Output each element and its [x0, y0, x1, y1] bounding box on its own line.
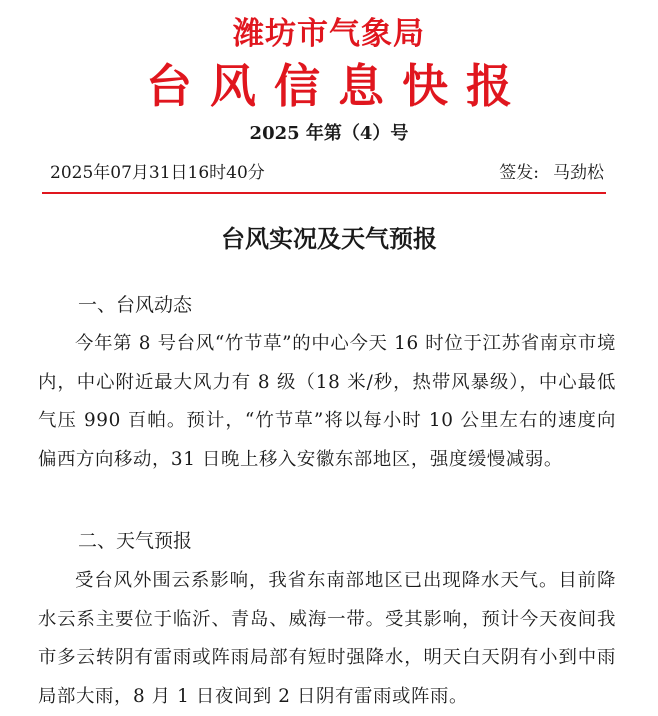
issue-datetime: 2025年07月31日16时40分 — [50, 163, 265, 183]
issue-number: 2025 年第（4）号 — [249, 123, 409, 144]
meta-row — [50, 160, 604, 186]
section-heading-weather-forecast: 二、天气预报 — [78, 530, 193, 552]
header-divider — [42, 192, 606, 194]
signer-name: 马劲松 — [553, 163, 604, 183]
document-heading: 台风实况及天气预报 — [221, 225, 437, 253]
section-body-weather-forecast: 受台风外围云系影响，我省东南部地区已出现降水天气。目前降水云系主要位于临沂、青岛、威海一带。受其影响，预计今天夜间我市多云转阴有雷雨或阵雨局部有短时强降水，明天白天阴有小到中雨局部大雨，8 月 1 日夜间到 2 日阴有雷雨或阵雨。 — [38, 570, 616, 707]
org-name: 潍坊市气象局 — [233, 16, 425, 52]
bulletin-title: 台风信息快报 — [146, 59, 530, 113]
signer — [499, 160, 604, 186]
sign-label: 签发: — [499, 163, 539, 183]
section-body-typhoon-status: 今年第 8 号台风“竹节草”的中心今天 16 时位于江苏省南京市境内，中心附近最大风力有 8 级（18 米/秒，热带风暴级），中心最低气压 990 百帕。预计，“竹节草”将以每小时 10 公里左右的速度向偏西方向移动，31 日晚上移入安徽东部地区，强度缓慢减弱。 — [38, 333, 616, 470]
section-heading-typhoon-status: 一、台风动态 — [78, 294, 193, 316]
